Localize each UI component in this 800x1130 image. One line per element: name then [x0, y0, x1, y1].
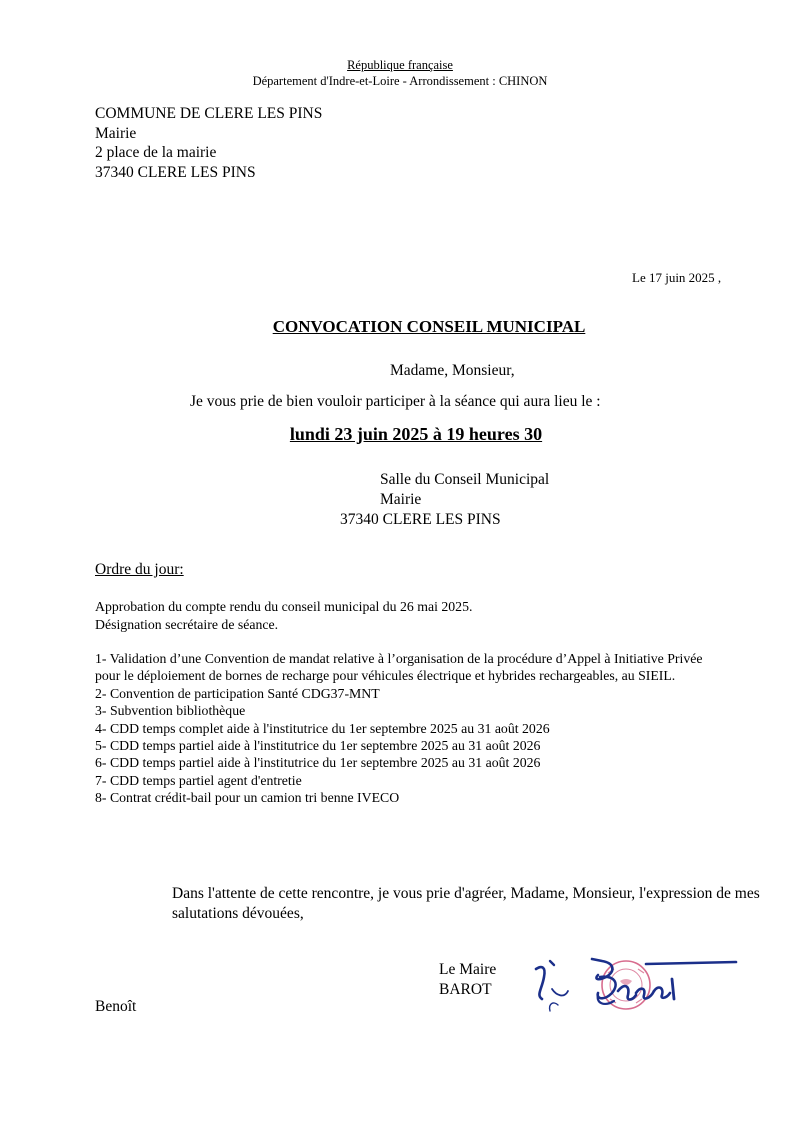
list-item: 3- Subvention bibliothèque [95, 703, 246, 719]
intro-text: Je vous prie de bien vouloir participer à la séance qui aura lieu le : [190, 393, 601, 410]
handwritten-signature [536, 959, 736, 1011]
location-room: Salle du Conseil Municipal [380, 471, 550, 488]
sender-line: Mairie [95, 124, 137, 142]
signatory-role: Le Maire [439, 961, 497, 978]
signatory-block [439, 960, 496, 999]
signatory-surname: BAROT [439, 980, 492, 998]
agenda-items [95, 650, 703, 807]
sender-line: 2 place de la mairie [95, 144, 217, 161]
republic-label: République française [347, 58, 453, 72]
closing-paragraph: Dans l'attente de cette rencontre, je vous prie d'agréer, Madame, Monsieur, l'expression de mes salutations dévouées, [172, 885, 760, 922]
list-item: 2- Convention de participation Santé CDG37-MNT [95, 685, 380, 701]
department-header: Département d'Indre-et-Loire - Arrondissement : CHINON [252, 74, 548, 88]
greeting: Madame, Monsieur, [390, 362, 515, 379]
list-item: Désignation secrétaire de séance. [95, 616, 279, 632]
letter-date: Le 17 juin 2025 , [632, 270, 722, 285]
list-item: 8- Contrat crédit-bail pour un camion tri benne IVECO [95, 790, 400, 806]
list-item: 4- CDD temps complet aide à l'institutrice du 1er septembre 2025 au 31 août 2026 [95, 720, 550, 736]
list-item: 1- Validation d’une Convention de mandat relative à l’organisation de la procédure d’Appel à Initiative Privée [95, 651, 703, 666]
document-title: CONVOCATION CONSEIL MUNICIPAL [272, 317, 586, 336]
location-building: Mairie [380, 491, 422, 508]
list-item: pour le déploiement de bornes de recharge pour véhicules électrique et hybrides rechargeables, au SIEIL. [95, 668, 676, 684]
location-city: 37340 CLERE LES PINS [340, 511, 501, 528]
list-item: 7- CDD temps partiel agent d'entretie [95, 772, 302, 788]
signatory-firstname: Benoît [95, 998, 137, 1015]
sender-address [95, 104, 322, 182]
republic-header [0, 58, 800, 73]
agenda-preliminary [95, 598, 472, 633]
list-item: 5- CDD temps partiel aide à l'institutrice du 1er septembre 2025 au 31 août 2026 [95, 738, 541, 754]
agenda-heading: Ordre du jour: [95, 561, 184, 578]
meeting-datetime: lundi 23 juin 2025 à 19 heures 30 [289, 424, 543, 444]
list-item: Approbation du compte rendu du conseil municipal du 26 mai 2025. [95, 599, 473, 614]
sender-line: 37340 CLERE LES PINS [95, 163, 256, 181]
signature-stamp-image [528, 955, 740, 1025]
list-item: 6- CDD temps partiel aide à l'institutrice du 1er septembre 2025 au 31 août 2026 [95, 755, 541, 771]
sender-line: COMMUNE DE CLERE LES PINS [95, 105, 323, 122]
